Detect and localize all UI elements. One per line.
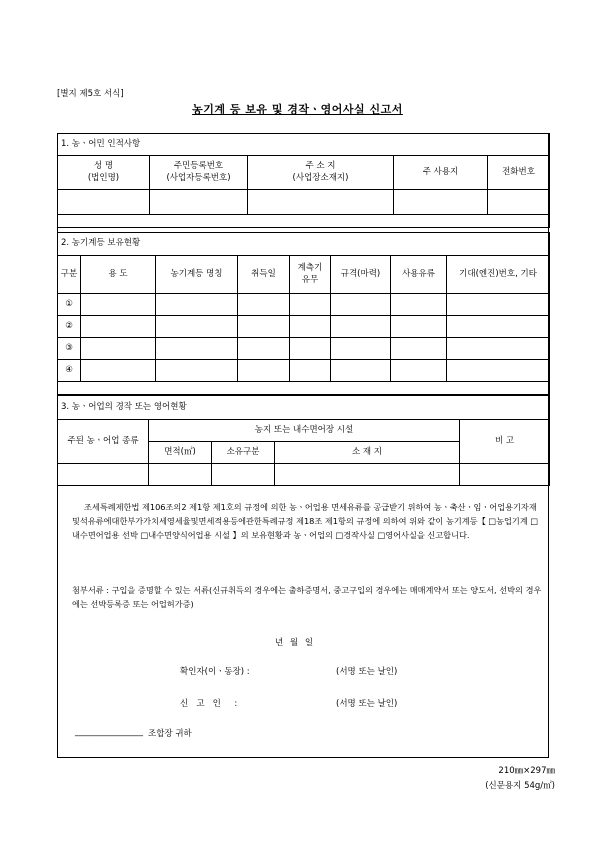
resident-number-field[interactable] bbox=[150, 190, 248, 215]
row-index: ④ bbox=[58, 360, 81, 382]
table-row bbox=[58, 316, 550, 338]
fuel-cell[interactable] bbox=[391, 294, 447, 316]
addressee: 조합장 귀하 bbox=[148, 729, 192, 739]
row-index: ③ bbox=[58, 338, 81, 360]
engine-number-cell[interactable] bbox=[447, 316, 550, 338]
meter-cell[interactable] bbox=[290, 316, 331, 338]
machine-name-cell[interactable] bbox=[156, 316, 238, 338]
paper-size: 210㎜×297㎜ bbox=[498, 766, 555, 776]
header-address: 주 소 지 (사업장소재지) bbox=[248, 156, 394, 190]
machine-name-cell[interactable] bbox=[156, 338, 238, 360]
address-field[interactable] bbox=[248, 190, 394, 215]
acquired-date-cell[interactable] bbox=[238, 360, 290, 382]
meter-cell[interactable] bbox=[290, 294, 331, 316]
main-crop-field[interactable] bbox=[58, 464, 149, 486]
header-category: 구분 bbox=[58, 256, 81, 294]
header-main-crop: 주된 농ㆍ어업 종류 bbox=[58, 420, 149, 464]
header-engine-number: 기대(엔진)번호, 기타 bbox=[447, 256, 550, 294]
section3-title: 3. 농ㆍ어업의 경작 또는 영어현황 bbox=[58, 396, 550, 420]
meter-cell[interactable] bbox=[290, 338, 331, 360]
date-line: 년 월 일 bbox=[275, 638, 314, 648]
engine-number-cell[interactable] bbox=[447, 360, 550, 382]
header-name: 성 명 (법인명) bbox=[58, 156, 150, 190]
header-usage: 용 도 bbox=[81, 256, 156, 294]
area-field[interactable] bbox=[149, 464, 212, 486]
main-use-place-field[interactable] bbox=[394, 190, 488, 215]
spacer-row bbox=[58, 215, 550, 228]
acquired-date-cell[interactable] bbox=[238, 316, 290, 338]
reporter-label: 신 고 인 : bbox=[180, 699, 238, 709]
usage-cell[interactable] bbox=[81, 294, 156, 316]
table-row bbox=[58, 360, 550, 382]
header-ownership: 소유구분 bbox=[212, 442, 275, 464]
addressee-blank[interactable]: ________________ bbox=[75, 727, 143, 737]
acquired-date-cell[interactable] bbox=[238, 294, 290, 316]
header-acquired-date: 취득일 bbox=[238, 256, 290, 294]
section2-title: 2. 농기계등 보유현황 bbox=[58, 233, 550, 256]
header-resident-number: 주민등록번호 (사업자등록번호) bbox=[150, 156, 248, 190]
spec-cell[interactable] bbox=[331, 316, 391, 338]
engine-number-cell[interactable] bbox=[447, 338, 550, 360]
section1-title: 1. 농ㆍ어민 인적사항 bbox=[58, 134, 550, 156]
header-farmland: 농지 또는 내수면어장 시설 bbox=[149, 420, 460, 442]
spec-cell[interactable] bbox=[331, 338, 391, 360]
section2-table bbox=[57, 232, 550, 395]
remarks-field[interactable] bbox=[460, 464, 550, 486]
header-main-use-place: 주 사용지 bbox=[394, 156, 488, 190]
fuel-cell[interactable] bbox=[391, 316, 447, 338]
reporter-signature[interactable]: (서명 또는 날인) bbox=[336, 699, 398, 709]
header-remarks: 비 고 bbox=[460, 420, 550, 464]
header-location: 소 재 지 bbox=[275, 442, 460, 464]
fuel-cell[interactable] bbox=[391, 338, 447, 360]
row-index: ② bbox=[58, 316, 81, 338]
spacer-row bbox=[58, 382, 550, 395]
usage-cell[interactable] bbox=[81, 338, 156, 360]
header-fuel: 사용유류 bbox=[391, 256, 447, 294]
header-phone: 전화번호 bbox=[488, 156, 550, 190]
location-field[interactable] bbox=[275, 464, 460, 486]
paper-type: (신문용지 54g/㎡) bbox=[485, 781, 555, 791]
declaration-paragraph: 조세특례제한법 제106조의2 제1항 제1호의 규정에 의한 농ㆍ어업용 면세유류를 공급받기 위하여 농ㆍ축산ㆍ임ㆍ어업용기자재및석유류에대한부가가치세영세율및면세적용등에관한특례규정 제18조 제1항의 규정에 의하여 위와 같이 농기계등【 □농업기계 □내수면어업용 선박 □내수면양식어업용 시설 】의 보유현황과 농ㆍ어업의 □경작사실 □영어사실을 신고합니다. bbox=[72, 502, 539, 540]
form-number-label: [별지 제5호 서식] bbox=[57, 89, 124, 99]
table-row bbox=[58, 338, 550, 360]
meter-cell[interactable] bbox=[290, 360, 331, 382]
ownership-field[interactable] bbox=[212, 464, 275, 486]
confirmer-label: 확인자(이ㆍ동장) : bbox=[180, 667, 250, 677]
page-title: 농기계 등 보유 및 경작ㆍ영어사실 신고서 bbox=[192, 103, 403, 116]
section3-table bbox=[57, 395, 550, 486]
usage-cell[interactable] bbox=[81, 316, 156, 338]
attachment-note: 첨부서류 : 구입을 증명할 수 있는 서류(신규취득의 경우에는 출하증명서, 중고구입의 경우에는 매매계약서 또는 양도서, 선박의 경우에는 선박등록증 또는 어업허가증) bbox=[72, 585, 542, 609]
fuel-cell[interactable] bbox=[391, 360, 447, 382]
header-meter: 계측기 유무 bbox=[290, 256, 331, 294]
confirmer-signature[interactable]: (서명 또는 날인) bbox=[336, 667, 398, 677]
machine-name-cell[interactable] bbox=[156, 294, 238, 316]
header-machine-name: 농기계등 명칭 bbox=[156, 256, 238, 294]
name-field[interactable] bbox=[58, 190, 150, 215]
spec-cell[interactable] bbox=[331, 294, 391, 316]
section1-table bbox=[57, 133, 550, 228]
spec-cell[interactable] bbox=[331, 360, 391, 382]
row-index: ① bbox=[58, 294, 81, 316]
header-spec: 규격(마력) bbox=[331, 256, 391, 294]
header-area: 면적(㎡) bbox=[149, 442, 212, 464]
table-row bbox=[58, 294, 550, 316]
usage-cell[interactable] bbox=[81, 360, 156, 382]
engine-number-cell[interactable] bbox=[447, 294, 550, 316]
phone-field[interactable] bbox=[488, 190, 550, 215]
acquired-date-cell[interactable] bbox=[238, 338, 290, 360]
machine-name-cell[interactable] bbox=[156, 360, 238, 382]
